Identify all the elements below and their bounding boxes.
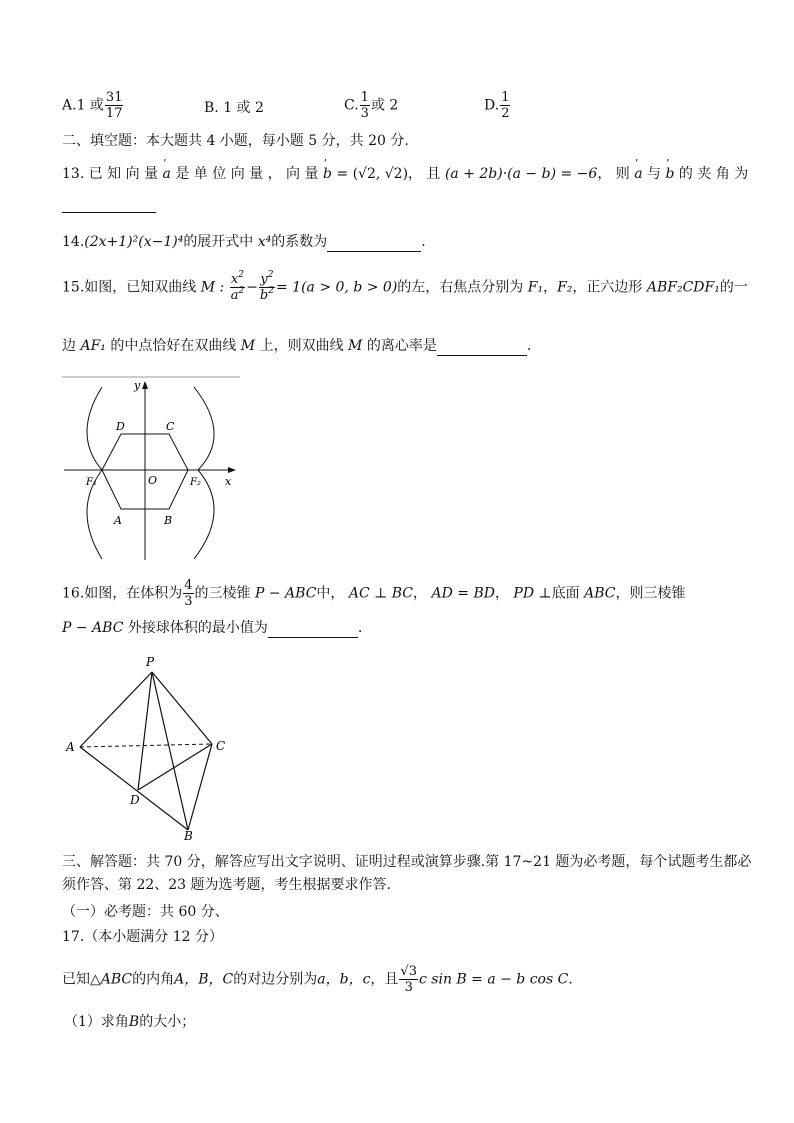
q15-frac-x: $\frac{x^2}{a^2}$ — [230, 270, 245, 303]
q17-triangle: △ABC — [90, 971, 133, 988]
label-x: x — [225, 475, 232, 488]
choice-c — [344, 90, 398, 121]
q13-text-4: ， 则 — [597, 166, 630, 182]
q15-text-1: 15.如图，已知双曲线 — [62, 279, 197, 296]
q17-text-3: 的对边分别为 — [233, 971, 318, 988]
q16-text-6: 外接球体积的最小值为 — [127, 620, 268, 636]
q17-frac-den: 3 — [404, 980, 413, 995]
pyramid-figure — [62, 652, 242, 842]
choice-a-num: 31 — [105, 90, 123, 105]
y-axis-arrow — [142, 381, 148, 389]
q13-dot-expression: (a + 2b)·(a − b) = −6 — [444, 166, 598, 182]
edge-pd — [138, 672, 152, 790]
q15-text-3: ，正六边形 — [572, 279, 643, 296]
q15-text-2: 的左，右焦点分别为 — [397, 279, 524, 296]
q16-cond-2: AD = BD — [431, 585, 495, 602]
q15-text-4: 的一 — [719, 279, 748, 296]
choice-b-text: B. 1 或 2 — [204, 100, 264, 116]
choice-a-den: 17 — [105, 106, 123, 121]
q17-text-1: 已知 — [62, 971, 90, 988]
label-d: D — [116, 420, 125, 433]
x-axis-arrow — [228, 467, 236, 473]
q16-answer-blank[interactable] — [268, 619, 358, 638]
q14-text-1: 的展开式中 — [183, 234, 254, 250]
q15-f2: F₂ — [557, 279, 573, 296]
choice-a-label: A. — [62, 97, 77, 114]
q15-line-2 — [62, 337, 531, 356]
hyperbola-figure — [62, 375, 242, 565]
choice-b — [204, 99, 264, 117]
q16-pyramid: P − ABC — [255, 585, 317, 602]
q14-line — [62, 233, 426, 252]
label-b: B — [184, 829, 193, 842]
q13-vec-a-2: ˈ a — [634, 165, 642, 183]
q16-line-2 — [62, 619, 362, 638]
q15-hexagon-name: ABF₂CDF₁ — [646, 279, 720, 296]
choice-d-fraction — [500, 90, 510, 121]
q17-text-2: 的内角 — [132, 971, 175, 988]
section2-header: 二、填空题：本大题共 4 小题，每小题 5 分，共 20 分. — [62, 133, 409, 149]
q13-text-6: 的 夹 角 为 — [678, 166, 749, 182]
edge-pc — [152, 672, 212, 744]
q17-header: 17.（本小题满分 12 分） — [62, 929, 223, 945]
q14-text-2: 的系数为 — [271, 234, 328, 250]
q16-text-1: 16.如图，在体积为 — [62, 585, 183, 602]
section3-line-2: 须作答、第 22、23 题为选考题，考生根据要求作答. — [62, 877, 391, 893]
label-c: C — [216, 739, 226, 753]
q13-text-5: 与 — [647, 166, 662, 182]
q16-sep-1: ， — [413, 585, 428, 602]
q15-period: . — [526, 338, 532, 354]
choice-a — [62, 90, 124, 121]
choice-d-num: 1 — [501, 90, 510, 105]
q13-vec-b: ˈ b — [323, 165, 332, 183]
q14-number: 14. — [62, 234, 85, 250]
choice-d-label: D. — [484, 97, 500, 114]
label-f1: F₁ — [86, 477, 97, 488]
label-p: P — [146, 655, 155, 669]
q14-expression: (2x+1)²(x−1)⁴ — [84, 234, 184, 250]
label-d: D — [130, 793, 140, 807]
label-a: A — [66, 740, 75, 754]
q15-line-1: 15.如图，已知双曲线 M : $\frac{x^2}{a^2}$ − $\frac{y^2}{b^2}$ = 1(a > 0, b > 0)的左，右焦点分别为 F₁，F₂，正六边形 ABF₂CDF₁的一 — [62, 270, 748, 303]
q16-sep-2: ， — [494, 585, 509, 602]
q16-abc: ABC — [584, 585, 616, 602]
q13-text-1: 已 知 向 量 — [88, 166, 159, 182]
q15-eq-tail: = 1(a > 0, b > 0) — [275, 279, 398, 296]
q16-vol-num: 4 — [184, 578, 193, 593]
q17-part1-text-2: 的大小； — [139, 1014, 196, 1030]
choice-c-fraction — [360, 90, 370, 121]
q17-equation: c sin B = a − b cos C — [418, 971, 569, 988]
q15-m-2: M — [348, 338, 363, 354]
q13-vector-value: (√2, √2) — [352, 166, 409, 182]
q17-part1-b: B — [128, 1014, 140, 1030]
q17-line — [62, 964, 573, 995]
q14-period: . — [421, 234, 426, 250]
q17-period: . — [568, 971, 573, 988]
q16-cond-3: PD ⊥ — [513, 585, 552, 602]
choice-d-den: 2 — [501, 106, 510, 121]
q15-frac-y: $\frac{y^2}{b^2}$ — [259, 270, 274, 303]
choice-a-text: 1 或 — [76, 97, 104, 114]
label-f2: F₂ — [190, 477, 201, 488]
q15-comma: ， — [543, 279, 558, 296]
q14-term: x⁴ — [257, 234, 272, 250]
q15-curve-name: M : — [200, 279, 225, 296]
hyperbola-right-branch — [194, 387, 214, 559]
q15-text-7: 上，则双曲线 — [259, 338, 344, 354]
q16-vol-den: 3 — [184, 594, 193, 609]
choice-a-fraction — [105, 90, 124, 121]
q13-text-2: 是 单 位 向 量 ， 向 量 — [175, 166, 319, 182]
q17-part1-text: （1）求角 — [64, 1014, 129, 1030]
q13-vec-a: ˈ a — [163, 165, 171, 183]
q17-sides: a，b，c — [317, 971, 371, 988]
q15-m: M — [240, 338, 256, 354]
choice-d — [484, 90, 511, 121]
q13-line — [62, 165, 748, 183]
q14-answer-blank[interactable] — [327, 233, 421, 252]
q15-f1: F₁ — [527, 279, 544, 296]
edge-ac-hidden — [80, 744, 212, 747]
q15-text-6: 的中点恰好在双曲线 — [110, 338, 237, 354]
q16-text-2: 的三棱锥 — [194, 585, 251, 602]
q13-answer-blank[interactable] — [62, 212, 156, 213]
q17-frac-num: √3 — [400, 964, 417, 979]
q17-text-4: ，且 — [370, 971, 399, 988]
q17-part-1 — [64, 1013, 195, 1031]
q16-text-4: 底面 — [551, 585, 580, 602]
section3-line-1: 三、解答题：共 70 分，解答应写出文字说明、证明过程或演算步骤.第 17~21 题为必考题，每个试题考生都必 — [62, 854, 752, 870]
section3-subheader: （一）必考题：共 60 分、 — [62, 904, 229, 920]
choice-c-text: 或 2 — [370, 97, 399, 114]
edge-pa — [80, 672, 152, 747]
q17-sqrt-fraction — [399, 964, 418, 995]
q13-number: 13. — [62, 166, 85, 182]
label-origin: O — [148, 474, 158, 487]
q16-pyramid-2: P − ABC — [62, 620, 124, 636]
q15-answer-blank[interactable] — [437, 337, 527, 356]
q13-text-3: ， 且 — [408, 166, 441, 182]
choice-c-den: 3 — [360, 106, 369, 121]
q16-line-1 — [62, 578, 686, 609]
q16-text-5: ，则三棱锥 — [615, 585, 686, 602]
q15-text-8: 的离心率是 — [366, 338, 437, 354]
label-a: A — [114, 514, 122, 527]
choice-c-label: C. — [344, 97, 359, 114]
q17-angles: A，B，C — [174, 971, 234, 988]
label-y: y — [134, 379, 141, 392]
q13-eq: = — [336, 166, 349, 182]
choice-c-num: 1 — [360, 90, 369, 105]
q16-period: . — [357, 620, 363, 636]
q16-text-3: 中， — [316, 585, 345, 602]
label-b: B — [164, 514, 173, 527]
q15-text-5: 边 — [62, 338, 76, 354]
q13-vec-b-2: ˈ b — [665, 165, 674, 183]
q16-cond-1: AC ⊥ BC — [348, 585, 414, 602]
q15-side: AF₁ — [80, 338, 106, 354]
label-c: C — [166, 420, 175, 433]
q16-volume-fraction — [183, 578, 193, 609]
hyperbola-left-branch — [87, 387, 102, 559]
